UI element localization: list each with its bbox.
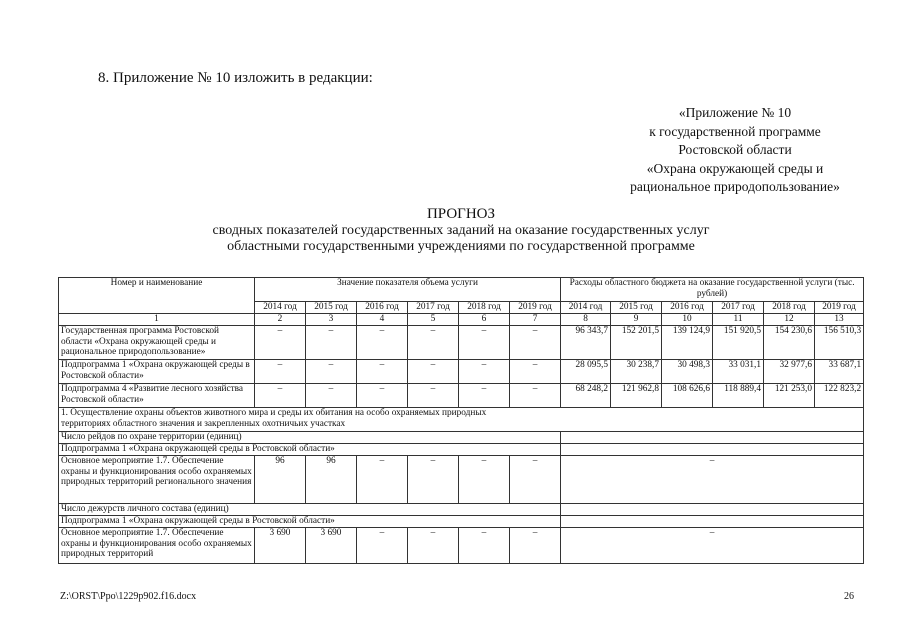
heading-line: областными государственными учреждениями по государственной программе (227, 239, 695, 254)
year-header: 2018 год (764, 302, 815, 314)
value-cell: 96 (306, 456, 357, 504)
year-header: 2015 год (611, 302, 662, 314)
year-header: 2017 год (408, 302, 459, 314)
section-title-text: 1. Осуществление охраны объектов животного мира и среды их обитания на особо охраняемых природных территориях областного значения и закрепленных охотничьих участках (61, 408, 487, 429)
value-cell: – (459, 384, 510, 408)
column-number: 2 (255, 314, 306, 326)
value-cell: – (306, 360, 357, 384)
forecast-table (58, 277, 864, 564)
year-header: 2016 год (357, 302, 408, 314)
indicator-blank (561, 432, 864, 444)
value-cell: – (255, 360, 306, 384)
value-cell: 3 690 (306, 528, 357, 564)
appendix-line: Ростовской области (678, 142, 792, 157)
value-cell: – (408, 326, 459, 360)
measure-row (59, 456, 864, 504)
column-number: 5 (408, 314, 459, 326)
value-cell: – (408, 360, 459, 384)
subprogram-row (59, 516, 864, 528)
column-number: 3 (306, 314, 357, 326)
expense-cell: 121 962,8 (611, 384, 662, 408)
subprogram-row (59, 444, 864, 456)
expense-cell: 152 201,5 (611, 326, 662, 360)
appendix-line: «Приложение № 10 (678, 105, 792, 120)
subprogram-blank (561, 444, 864, 456)
row-name: Подпрограмма 1 «Охрана окружающей среды в Ростовской области» (59, 360, 255, 384)
year-header: 2014 год (561, 302, 611, 314)
indicator-blank (561, 504, 864, 516)
table-row (59, 384, 864, 408)
value-cell: – (408, 528, 459, 564)
subprogram-label: Подпрограмма 1 «Охрана окружающей среды в Ростовской области» (59, 444, 561, 456)
indicator-label: Число дежурств личного состава (единиц) (59, 504, 561, 516)
measure-row (59, 528, 864, 564)
expense-cell: 33 687,1 (815, 360, 864, 384)
value-cell: – (357, 384, 408, 408)
value-cell: – (357, 326, 408, 360)
year-header: 2019 год (510, 302, 561, 314)
value-cell: – (357, 456, 408, 504)
column-number: 4 (357, 314, 408, 326)
header-expense-group: Расходы областного бюджета на оказание государственной услуги (тыс. рублей) (561, 278, 864, 302)
value-cell: – (510, 528, 561, 564)
year-header: 2014 год (255, 302, 306, 314)
indicator-label: Число рейдов по охране территории (единиц) (59, 432, 561, 444)
expense-cell: 122 823,2 (815, 384, 864, 408)
column-number: 8 (561, 314, 611, 326)
value-cell: – (357, 360, 408, 384)
expense-cell: 96 343,7 (561, 326, 611, 360)
document-heading (60, 206, 862, 256)
measure-name: Основное мероприятие 1.7. Обеспечение охраны и функционирования особо охраняемых природных территорий регионального значения (59, 456, 255, 504)
table-row (59, 360, 864, 384)
appendix-header (560, 104, 905, 197)
expense-cell: 32 977,6 (764, 360, 815, 384)
column-number: 12 (764, 314, 815, 326)
value-cell: – (510, 456, 561, 504)
value-cell: – (510, 384, 561, 408)
expense-cell: 154 230,6 (764, 326, 815, 360)
value-cell: – (459, 360, 510, 384)
year-header: 2018 год (459, 302, 510, 314)
column-number: 10 (662, 314, 713, 326)
row-name: Государственная программа Ростовской области «Охрана окружающей среды и рациональное природопользование» (59, 326, 255, 360)
expense-cell: 121 253,0 (764, 384, 815, 408)
expense-cell: 30 238,7 (611, 360, 662, 384)
value-cell: – (510, 360, 561, 384)
value-cell: – (306, 384, 357, 408)
section-row (59, 408, 864, 432)
expense-cell: 118 889,4 (713, 384, 764, 408)
expense-cell: 30 498,3 (662, 360, 713, 384)
heading-line: сводных показателей государственных заданий на оказание государственных услуг (212, 222, 710, 238)
expense-cell: 108 626,6 (662, 384, 713, 408)
year-header: 2017 год (713, 302, 764, 314)
subprogram-label: Подпрограмма 1 «Охрана окружающей среды в Ростовской области» (59, 516, 561, 528)
appendix-line: к государственной программе (649, 123, 821, 139)
value-cell: – (408, 456, 459, 504)
value-cell: – (357, 528, 408, 564)
year-header: 2015 год (306, 302, 357, 314)
table-header-row (59, 278, 864, 302)
indicator-row (59, 504, 864, 516)
merged-expense-cell: – (561, 528, 864, 564)
column-number: 6 (459, 314, 510, 326)
expense-cell: 33 031,1 (713, 360, 764, 384)
heading-title: ПРОГНОЗ (426, 206, 496, 222)
column-number: 9 (611, 314, 662, 326)
expense-cell: 156 510,3 (815, 326, 864, 360)
header-name: Номер и наименование (59, 278, 255, 314)
footer-file-path: Z:\ORST\Ppo\1229p902.f16.docx (60, 591, 197, 602)
merged-expense-cell: – (561, 456, 864, 504)
column-number: 13 (815, 314, 864, 326)
footer-page-number: 26 (844, 591, 854, 602)
column-number: 7 (510, 314, 561, 326)
value-cell: – (408, 384, 459, 408)
value-cell: 3 690 (255, 528, 306, 564)
section-title (59, 408, 864, 432)
value-cell: 96 (255, 456, 306, 504)
table-row (59, 326, 864, 360)
value-cell: – (510, 326, 561, 360)
expense-cell: 139 124,9 (662, 326, 713, 360)
appendix-line: «Охрана окружающей среды и (646, 160, 824, 176)
expense-cell: 151 920,5 (713, 326, 764, 360)
value-cell: – (255, 384, 306, 408)
value-cell: – (459, 456, 510, 504)
value-cell: – (255, 326, 306, 360)
column-number: 1 (59, 314, 255, 326)
value-cell: – (459, 528, 510, 564)
year-header: 2016 год (662, 302, 713, 314)
column-number: 11 (713, 314, 764, 326)
measure-name: Основное мероприятие 1.7. Обеспечение охраны и функционирования особо охраняемых природных территорий (59, 528, 255, 564)
indicator-row (59, 432, 864, 444)
intro-text: 8. Приложение № 10 изложить в редакции: (98, 70, 373, 86)
expense-cell: 28 095,5 (561, 360, 611, 384)
expense-cell: 68 248,2 (561, 384, 611, 408)
subprogram-blank (561, 516, 864, 528)
year-header: 2019 год (815, 302, 864, 314)
table-numbers-row (59, 314, 864, 326)
row-name: Подпрограмма 4 «Развитие лесного хозяйства Ростовской области» (59, 384, 255, 408)
header-value-group: Значение показателя объема услуги (255, 278, 561, 302)
appendix-line: рациональное природопользование» (630, 179, 840, 194)
value-cell: – (306, 326, 357, 360)
value-cell: – (459, 326, 510, 360)
